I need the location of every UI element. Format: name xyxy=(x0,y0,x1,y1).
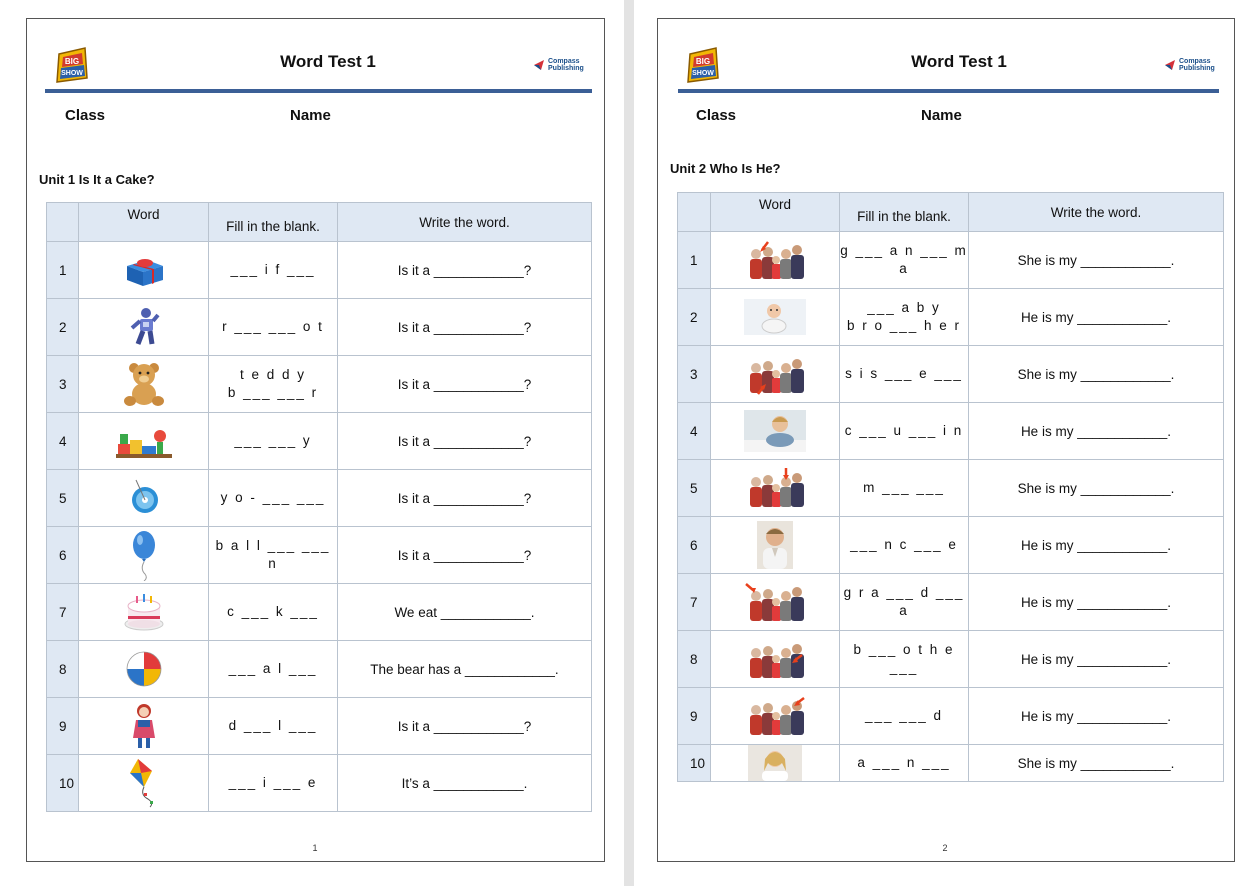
row-number: 7 xyxy=(678,574,711,631)
fill-in-blank[interactable]: ___ ___ d xyxy=(840,688,969,745)
header-word: Word xyxy=(711,193,840,232)
doll-icon xyxy=(129,702,159,750)
fill-in-blank[interactable]: r ___ ___ o t xyxy=(209,299,338,356)
row-number: 8 xyxy=(47,641,79,698)
write-word-sentence[interactable]: Is it a ____________? xyxy=(338,299,592,356)
worksheet-page-1 xyxy=(26,18,605,862)
write-word-sentence[interactable]: Is it a ____________? xyxy=(338,470,592,527)
fill-in-blank[interactable]: g ___ a n ___ m a xyxy=(840,232,969,289)
family-photo-icon xyxy=(711,466,839,510)
table-row xyxy=(47,299,592,356)
word-test-table xyxy=(46,202,592,812)
table-row xyxy=(678,403,1224,460)
svg-text:BIG: BIG xyxy=(695,57,711,66)
worksheet-title: Word Test 1 xyxy=(280,52,376,71)
word-picture-cell xyxy=(711,688,840,745)
write-word-sentence[interactable]: Is it a ____________? xyxy=(338,242,592,299)
brand-bottom-text: Publishing xyxy=(1179,65,1215,72)
write-word-sentence[interactable]: He is my ____________. xyxy=(969,403,1224,460)
word-picture-cell xyxy=(79,584,209,641)
table-row xyxy=(47,755,592,812)
baby-photo-icon xyxy=(711,299,839,335)
write-word-sentence[interactable]: He is my ____________. xyxy=(969,688,1224,745)
worksheet-title: Word Test 1 xyxy=(911,52,1007,71)
write-word-sentence[interactable]: Is it a ____________? xyxy=(338,698,592,755)
word-picture-cell xyxy=(79,527,209,584)
word-picture-cell xyxy=(711,517,840,574)
row-number: 9 xyxy=(47,698,79,755)
row-number: 5 xyxy=(678,460,711,517)
fill-in-blank[interactable]: t e d d y b ___ ___ r xyxy=(209,356,338,413)
row-number: 5 xyxy=(47,470,79,527)
worksheet-page-2 xyxy=(657,18,1235,862)
word-picture-cell xyxy=(711,631,840,688)
fill-in-blank[interactable]: ___ i ___ e xyxy=(209,755,338,812)
teddy-bear-icon xyxy=(121,360,167,408)
word-picture-cell xyxy=(79,242,209,299)
ball-icon xyxy=(124,649,164,689)
svg-text:SHOW: SHOW xyxy=(61,70,83,77)
table-row xyxy=(678,631,1224,688)
kite-icon xyxy=(124,757,164,809)
name-label: Name xyxy=(921,107,962,124)
write-word-sentence[interactable]: The bear has a ____________. xyxy=(338,641,592,698)
word-picture-cell xyxy=(79,698,209,755)
table-row xyxy=(678,745,1224,782)
word-picture-cell xyxy=(711,346,840,403)
table-row xyxy=(47,641,592,698)
row-number: 6 xyxy=(47,527,79,584)
write-word-sentence[interactable]: He is my ____________. xyxy=(969,574,1224,631)
word-picture-cell xyxy=(79,299,209,356)
word-picture-cell xyxy=(711,232,840,289)
big-show-logo-icon xyxy=(55,44,89,84)
word-picture-cell xyxy=(79,413,209,470)
fill-in-blank[interactable]: ___ i f ___ xyxy=(209,242,338,299)
word-picture-cell xyxy=(79,755,209,812)
row-number: 2 xyxy=(678,289,711,346)
write-word-sentence[interactable]: Is it a ____________? xyxy=(338,527,592,584)
fill-in-blank[interactable]: c ___ k ___ xyxy=(209,584,338,641)
table-row xyxy=(47,698,592,755)
woman-photo-icon xyxy=(711,745,839,781)
table-row xyxy=(47,356,592,413)
fill-in-blank[interactable]: m ___ ___ xyxy=(840,460,969,517)
row-number: 4 xyxy=(47,413,79,470)
write-word-sentence[interactable]: He is my ____________. xyxy=(969,517,1224,574)
brand-top-text: Compass xyxy=(1179,58,1211,65)
write-word-sentence[interactable]: Is it a ____________? xyxy=(338,356,592,413)
compass-logo-icon xyxy=(532,58,546,72)
table-row xyxy=(47,413,592,470)
name-label: Name xyxy=(290,107,331,124)
page-number: 1 xyxy=(312,843,318,853)
table-row xyxy=(678,232,1224,289)
table-row xyxy=(678,574,1224,631)
yoyo-icon xyxy=(124,478,164,518)
row-number: 9 xyxy=(678,688,711,745)
word-picture-cell xyxy=(79,641,209,698)
fill-in-blank[interactable]: ___ a b y b r o ___ h e r xyxy=(840,289,969,346)
write-word-sentence[interactable]: She is my ____________. xyxy=(969,232,1224,289)
header-word: Word xyxy=(79,203,209,242)
row-number: 7 xyxy=(47,584,79,641)
write-word-sentence[interactable]: She is my ____________. xyxy=(969,745,1224,782)
fill-in-blank[interactable]: d ___ l ___ xyxy=(209,698,338,755)
fill-in-blank[interactable]: g r a ___ d ___ a xyxy=(840,574,969,631)
unit-title: Unit 1 Is It a Cake? xyxy=(39,172,155,187)
write-word-sentence[interactable]: He is my ____________. xyxy=(969,289,1224,346)
compass-logo-icon xyxy=(1163,58,1177,72)
page-gutter xyxy=(624,0,634,886)
table-row xyxy=(47,527,592,584)
fill-in-blank[interactable]: y o - ___ ___ xyxy=(209,470,338,527)
unit-title: Unit 2 Who Is He? xyxy=(670,161,781,176)
table-row xyxy=(678,688,1224,745)
word-picture-cell xyxy=(711,574,840,631)
word-picture-cell xyxy=(711,460,840,517)
toys-icon xyxy=(114,422,174,460)
robot-icon xyxy=(124,306,164,348)
row-number: 8 xyxy=(678,631,711,688)
header-fill-in: Fill in the blank. xyxy=(209,203,338,242)
family-photo-icon xyxy=(711,637,839,681)
fill-in-blank[interactable]: c ___ u ___ i n xyxy=(840,403,969,460)
big-show-logo-icon xyxy=(686,44,720,84)
compass-publishing-logo xyxy=(532,55,592,75)
fill-in-blank[interactable]: ___ n c ___ e xyxy=(840,517,969,574)
table-row xyxy=(678,289,1224,346)
class-label: Class xyxy=(696,107,737,124)
fill-in-blank[interactable]: ___ ___ y xyxy=(209,413,338,470)
header-rule xyxy=(45,89,592,93)
row-number: 6 xyxy=(678,517,711,574)
cake-icon xyxy=(122,590,166,634)
row-number: 2 xyxy=(47,299,79,356)
family-photo-icon xyxy=(711,580,839,624)
write-word-sentence[interactable]: She is my ____________. xyxy=(969,346,1224,403)
table-row xyxy=(47,470,592,527)
row-number: 10 xyxy=(678,745,711,782)
header-write-word: Write the word. xyxy=(338,203,592,242)
boy-photo-icon xyxy=(711,410,839,452)
row-number: 10 xyxy=(47,755,79,812)
row-number: 4 xyxy=(678,403,711,460)
header-rule xyxy=(678,89,1219,93)
fill-in-blank[interactable]: ___ a l ___ xyxy=(209,641,338,698)
write-word-sentence[interactable]: He is my ____________. xyxy=(969,631,1224,688)
family-photo-icon xyxy=(711,694,839,738)
table-row xyxy=(47,584,592,641)
row-number: 1 xyxy=(47,242,79,299)
header-number-cell xyxy=(678,193,711,232)
write-word-sentence[interactable]: She is my ____________. xyxy=(969,460,1224,517)
man-photo-icon xyxy=(711,521,839,569)
header-number-cell xyxy=(47,203,79,242)
balloon-icon xyxy=(129,529,159,581)
gift-box-icon xyxy=(121,250,167,290)
class-label: Class xyxy=(65,107,106,124)
fill-in-blank[interactable]: b a l l ___ ___ n xyxy=(209,527,338,584)
fill-in-blank[interactable]: s i s ___ e ___ xyxy=(840,346,969,403)
row-number: 3 xyxy=(47,356,79,413)
header-write-word: Write the word. xyxy=(969,193,1224,232)
family-photo-icon xyxy=(711,238,839,282)
write-word-sentence[interactable]: Is it a ____________? xyxy=(338,413,592,470)
word-picture-cell xyxy=(711,289,840,346)
word-picture-cell xyxy=(79,356,209,413)
table-row xyxy=(678,346,1224,403)
compass-publishing-logo xyxy=(1163,55,1223,75)
page-number: 2 xyxy=(942,843,948,853)
table-row xyxy=(678,460,1224,517)
table-row xyxy=(47,242,592,299)
write-word-sentence[interactable]: It’s a ____________. xyxy=(338,755,592,812)
row-number: 1 xyxy=(678,232,711,289)
word-picture-cell xyxy=(711,403,840,460)
family-photo-icon xyxy=(711,352,839,396)
svg-text:BIG: BIG xyxy=(64,57,80,66)
table-row xyxy=(678,517,1224,574)
write-word-sentence[interactable]: We eat ____________. xyxy=(338,584,592,641)
word-picture-cell xyxy=(79,470,209,527)
word-picture-cell xyxy=(711,745,840,782)
row-number: 3 xyxy=(678,346,711,403)
word-test-table xyxy=(677,192,1224,782)
brand-top-text: Compass xyxy=(548,58,580,65)
header-fill-in: Fill in the blank. xyxy=(840,193,969,232)
brand-bottom-text: Publishing xyxy=(548,65,584,72)
fill-in-blank[interactable]: b ___ o t h e ___ xyxy=(840,631,969,688)
svg-text:SHOW: SHOW xyxy=(692,70,714,77)
fill-in-blank[interactable]: a ___ n ___ xyxy=(840,745,969,782)
